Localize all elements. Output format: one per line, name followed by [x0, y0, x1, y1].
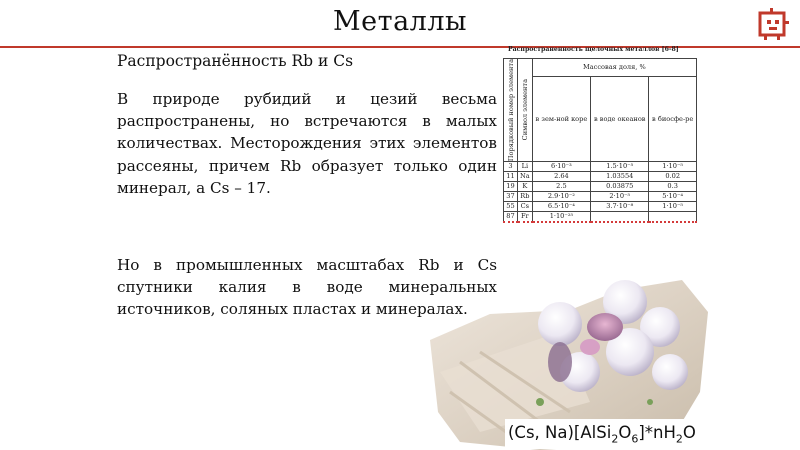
header-ocean: в воде океанов	[591, 76, 649, 161]
header-element-symbol: Символ элемента	[518, 59, 533, 162]
mineral-formula: (Cs, $Na)[AlSi_2O_6]*nH_2O$	[508, 423, 696, 446]
table-row: 87 Fr 1·10⁻²⁵	[504, 212, 697, 223]
header-mass-fraction: Массовая доля, %	[532, 59, 696, 77]
paragraph-distribution: В природе рубидий и цезий весьма распространены, но встречаются в малых количествах. Месторождения этих элементов рассеяны, причем Rb образует только один минерал, а Cs – 17.	[117, 90, 497, 197]
header-crust: в зем-ной коре	[532, 76, 590, 161]
header-element-number: Порядковый номер элемента	[504, 59, 518, 162]
section-subtitle: Распространённость Rb и Cs	[117, 52, 354, 70]
paragraph-industrial: Но в промышленных масштабах Rb и Cs спутники калия в воде минеральных источников, соляных пластах и минералах.	[117, 256, 497, 319]
table-row: 55 Cs 6.5·10⁻⁴ 3.7·10⁻⁸ 1·10⁻⁵	[504, 202, 697, 212]
robot-face-icon	[756, 7, 792, 43]
page-title: Металлы	[333, 6, 467, 37]
table-caption: Распространенность щелочных металлов [6-8]	[508, 46, 679, 53]
table-row: 37 Rb 2.9·10⁻² 2·10⁻⁵ 5·10⁻⁴	[504, 192, 697, 202]
header-biosphere: в биосфе-ре	[649, 76, 697, 161]
table-row: 19 K 2.5 0.03875 0.3	[504, 182, 697, 192]
table-row: 3 Li 6·10⁻³ 1.5·10⁻⁵ 1·10⁻⁵	[504, 162, 697, 172]
abundance-table	[503, 58, 697, 223]
table-row: 11 Na 2.64 1.03554 0.02	[504, 172, 697, 182]
